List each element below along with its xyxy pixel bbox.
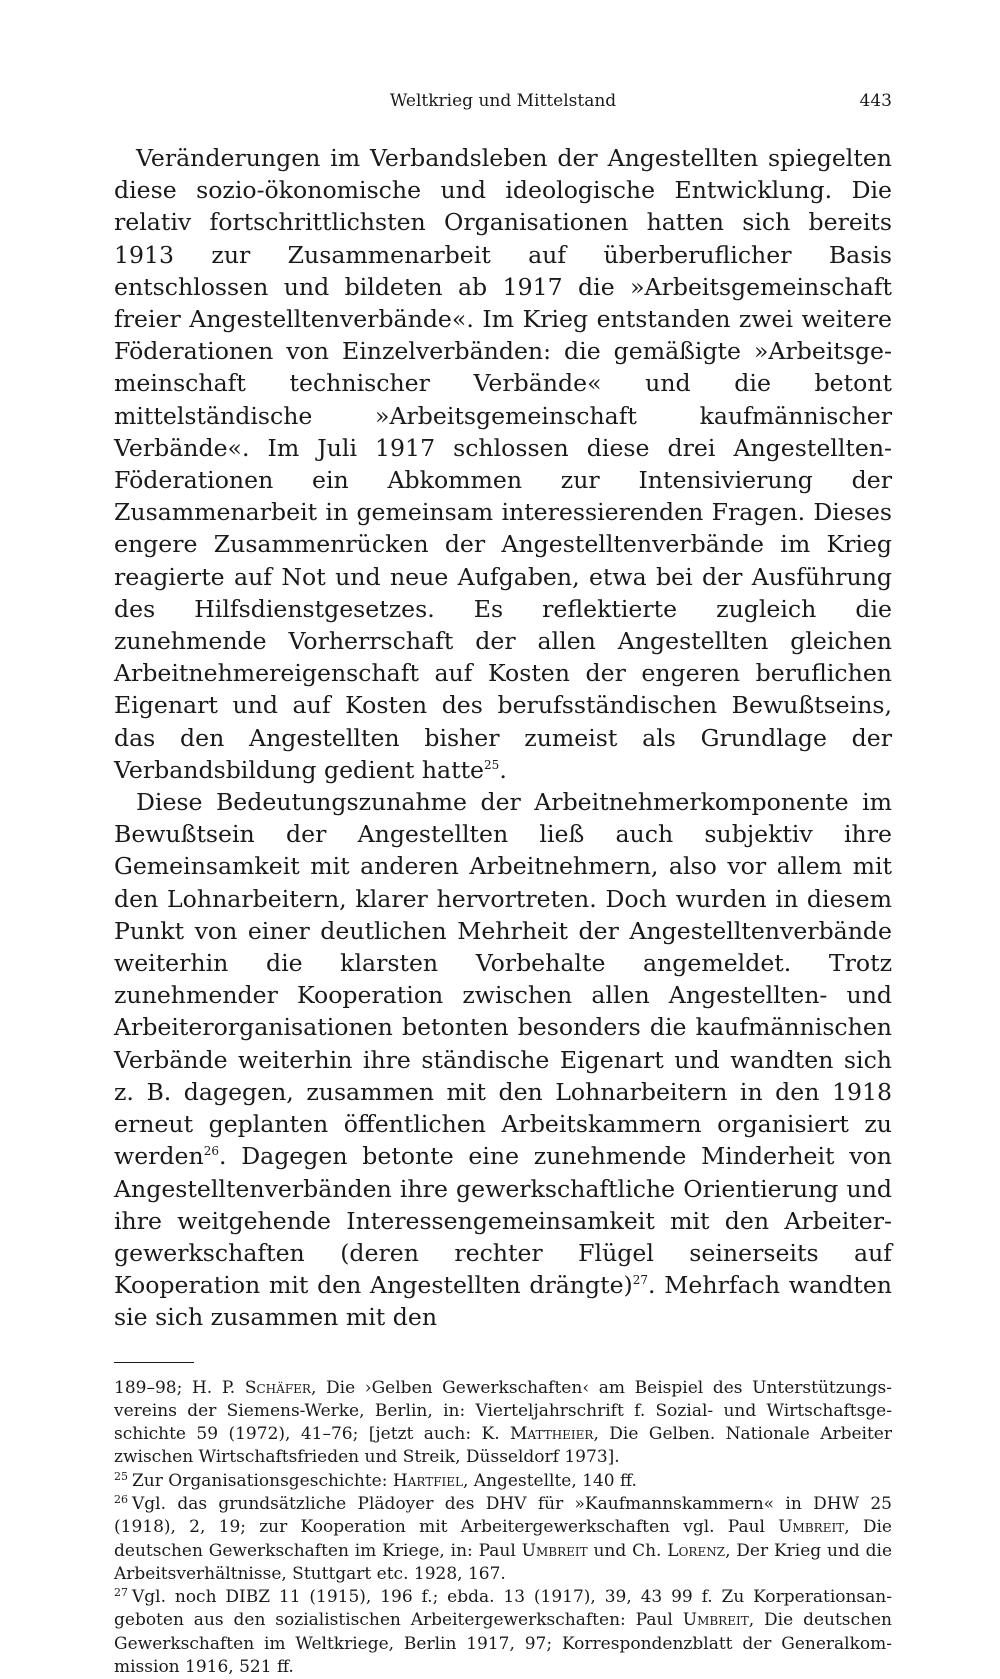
running-title: Weltkrieg und Mittelstand	[389, 91, 617, 111]
running-head	[114, 88, 892, 118]
paragraph-1: Veränderungen im Verbandsleben der Angestellten spiegelten diese sozio-ökonomische und ideologische Entwicklung. Die relativ fortschrittlichsten Organisationen hatten sich bereits 1913 zur Zusammenarbeit auf überberuflicher Basis entschlossen und bildeten ab 1917 die »Arbeitsgemeinschaft freier Angestelltenverbände«. Im Krieg entstanden zwei weitere Föderationen von Einzelverbänden: die gemäßigte »Arbeitsgemeinschaft technischer Verbände« und die betont mittelständische »Arbeitsgemeinschaft kaufmännischer Verbände«. Im Juli 1917 schlossen diese drei Angestellten-Föderationen ein Abkommen zur Intensivierung der Zusammenarbeit in gemeinsam interessierenden Fragen. Dieses engere Zusammenrücken der Angestelltenverbände im Krieg reagierte auf Not und neue Aufgaben, etwa bei der Ausführung des Hilfsdienstgesetzes. Es reflektierte zugleich die zunehmende Vorherrschaft der allen Angestellten gleichen Arbeitnehmereigenschaft auf Kosten der engeren beruflichen Eigenart und auf Kosten des berufsständischen Bewußtseins, das den Angestellten bisher zumeist als Grundlage der Verbandsbildung gedient hatte$^{25}$.	[114, 144, 892, 784]
footnotes	[114, 1377, 892, 1679]
page-number: 443	[859, 91, 892, 111]
footnote-27: $^{27}$ Vgl. noch DIBZ 11 (1915), 196 f.; ebda. 13 (1917), 39, 43 99 f. Zu Korperationsangeboten aus den sozialistischen Arbeitergewerkschaften: Paul Umbreit, Die deutschen Gewerkschaften im Weltkriege, Berlin 1917, 97; Korrespondenzblatt der Generalkommission 1916, 521 ff.	[114, 1586, 892, 1678]
body-text	[114, 142, 892, 1334]
footnote-25: $^{25}$ Zur Organisationsgeschichte: Hartfiel, Angestellte, 140 ff.	[114, 1469, 637, 1491]
footnote-divider	[114, 1362, 194, 1363]
footnote-ref-26[interactable]: 26	[203, 1144, 219, 1159]
paragraph-2: Diese Bedeutungszunahme der Arbeitnehmerkomponente im Bewußtsein der Angestellten ließ auch subjektiv ihre Gemeinsamkeit mit anderen Arbeitnehmern, also vor allem mit den Lohnarbeitern, klarer hervortreten. Doch wurden in diesem Punkt von einer deutlichen Mehrheit der Angestelltenverbände weiterhin die klarsten Vorbehalte angemeldet. Trotz zunehmender Kooperation zwischen allen Angestellten- und Arbeiterorganisationen betonten besonders die kaufmännischen Verbände weiterhin ihre ständische Eigenart und wandten sich z. B. dagegen, zusammen mit den Lohnarbeitern in den 1918 erneut geplanten öffentlichen Arbeitskammern organisiert zu werden$^{26}$. Dagegen betonte eine zunehmende Minderheit von Angestelltenverbänden ihre gewerkschaftliche Orientierung und ihre weitgehende Interessengemeinsamkeit mit den Arbeitergewerkschaften (deren rechter Flügel seinerseits auf Kooperation mit den Angestellten drängte)$^{27}$. Mehrfach wandten sie sich zusammen mit den	[114, 788, 892, 1332]
page	[114, 88, 892, 1679]
footnote-ref-27[interactable]: 27	[632, 1273, 649, 1288]
footnote-continuation: 189–98; H. P. Schäfer, Die ›Gelben Gewerkschaften‹ am Beispiel des Unterstützungsvereins der Siemens-Werke, Berlin, in: Vierteljahrschrift f. Sozial- und Wirtschaftsgeschichte 59 (1972), 41–76; [jetzt auch: K. Mattheier, Die Gelben. Nationale Arbeiter zwischen Wirtschaftsfrieden und Streik, Düsseldorf 1973].	[114, 1377, 892, 1468]
footnote-26: $^{26}$ Vgl. das grundsätzliche Plädoyer des DHV für »Kaufmannskammern« in DHW 25 (1918), 2, 19; zur Kooperation mit Arbeitergewerkschaften vgl. Paul Umbreit, Die deutschen Gewerkschaften im Kriege, in: Paul Umbreit und Ch. Lorenz, Der Krieg und die Arbeitsverhältnisse, Stuttgart etc. 1928, 167.	[114, 1493, 893, 1584]
footnote-ref-25[interactable]: 25	[484, 757, 500, 772]
